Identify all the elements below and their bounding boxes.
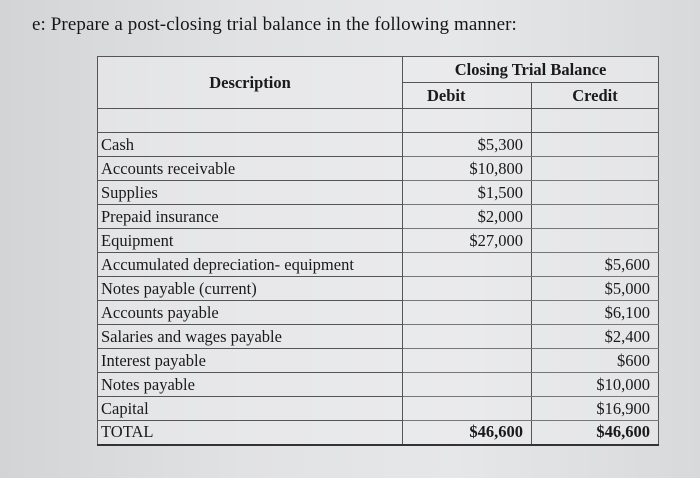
table-row bbox=[98, 301, 659, 325]
row-credit bbox=[532, 133, 659, 157]
total-row bbox=[98, 421, 659, 445]
row-credit: $10,000 bbox=[532, 373, 659, 397]
row-description: Notes payable bbox=[98, 373, 403, 397]
row-credit: $16,900 bbox=[532, 397, 659, 421]
row-debit: $10,800 bbox=[403, 157, 532, 181]
table-row bbox=[98, 181, 659, 205]
row-description: Equipment bbox=[98, 229, 403, 253]
row-credit: $5,600 bbox=[532, 253, 659, 277]
table-row bbox=[98, 373, 659, 397]
instruction-text: e: Prepare a post-closing trial balance in the following manner: bbox=[32, 14, 517, 35]
total-credit: $46,600 bbox=[532, 421, 659, 445]
row-debit bbox=[403, 301, 532, 325]
table-row bbox=[98, 397, 659, 421]
row-credit: $6,100 bbox=[532, 301, 659, 325]
row-debit: $5,300 bbox=[403, 133, 532, 157]
row-credit bbox=[532, 229, 659, 253]
row-debit bbox=[403, 277, 532, 301]
row-description: Accounts payable bbox=[98, 301, 403, 325]
description-header: Description bbox=[98, 57, 403, 109]
table-body bbox=[98, 109, 659, 445]
row-debit bbox=[403, 325, 532, 349]
row-description: Accumulated depreciation- equipment bbox=[98, 253, 403, 277]
closing-trial-balance-header: Closing Trial Balance bbox=[403, 57, 659, 83]
table-row bbox=[98, 277, 659, 301]
credit-header: Credit bbox=[532, 83, 659, 109]
row-debit bbox=[403, 373, 532, 397]
row-description: Supplies bbox=[98, 181, 403, 205]
row-credit: $2,400 bbox=[532, 325, 659, 349]
row-description: Interest payable bbox=[98, 349, 403, 373]
row-description: Prepaid insurance bbox=[98, 205, 403, 229]
post-closing-trial-balance-table bbox=[97, 56, 659, 446]
table-row bbox=[98, 157, 659, 181]
trial-balance-sheet bbox=[97, 56, 657, 442]
row-debit: $1,500 bbox=[403, 181, 532, 205]
row-description: Salaries and wages payable bbox=[98, 325, 403, 349]
row-description: Notes payable (current) bbox=[98, 277, 403, 301]
table-row bbox=[98, 325, 659, 349]
row-credit bbox=[532, 181, 659, 205]
row-debit: $2,000 bbox=[403, 205, 532, 229]
row-debit bbox=[403, 349, 532, 373]
table-row bbox=[98, 253, 659, 277]
table-row bbox=[98, 229, 659, 253]
table-row bbox=[98, 133, 659, 157]
row-description: Accounts receivable bbox=[98, 157, 403, 181]
row-debit: $27,000 bbox=[403, 229, 532, 253]
row-credit bbox=[532, 157, 659, 181]
row-credit bbox=[532, 205, 659, 229]
table-row bbox=[98, 349, 659, 373]
row-debit bbox=[403, 397, 532, 421]
row-credit: $600 bbox=[532, 349, 659, 373]
row-description: Cash bbox=[98, 133, 403, 157]
row-credit: $5,000 bbox=[532, 277, 659, 301]
total-debit: $46,600 bbox=[403, 421, 532, 445]
total-label: TOTAL bbox=[98, 421, 403, 445]
row-description: Capital bbox=[98, 397, 403, 421]
debit-header: Debit bbox=[403, 83, 532, 109]
table-row bbox=[98, 205, 659, 229]
row-debit bbox=[403, 253, 532, 277]
